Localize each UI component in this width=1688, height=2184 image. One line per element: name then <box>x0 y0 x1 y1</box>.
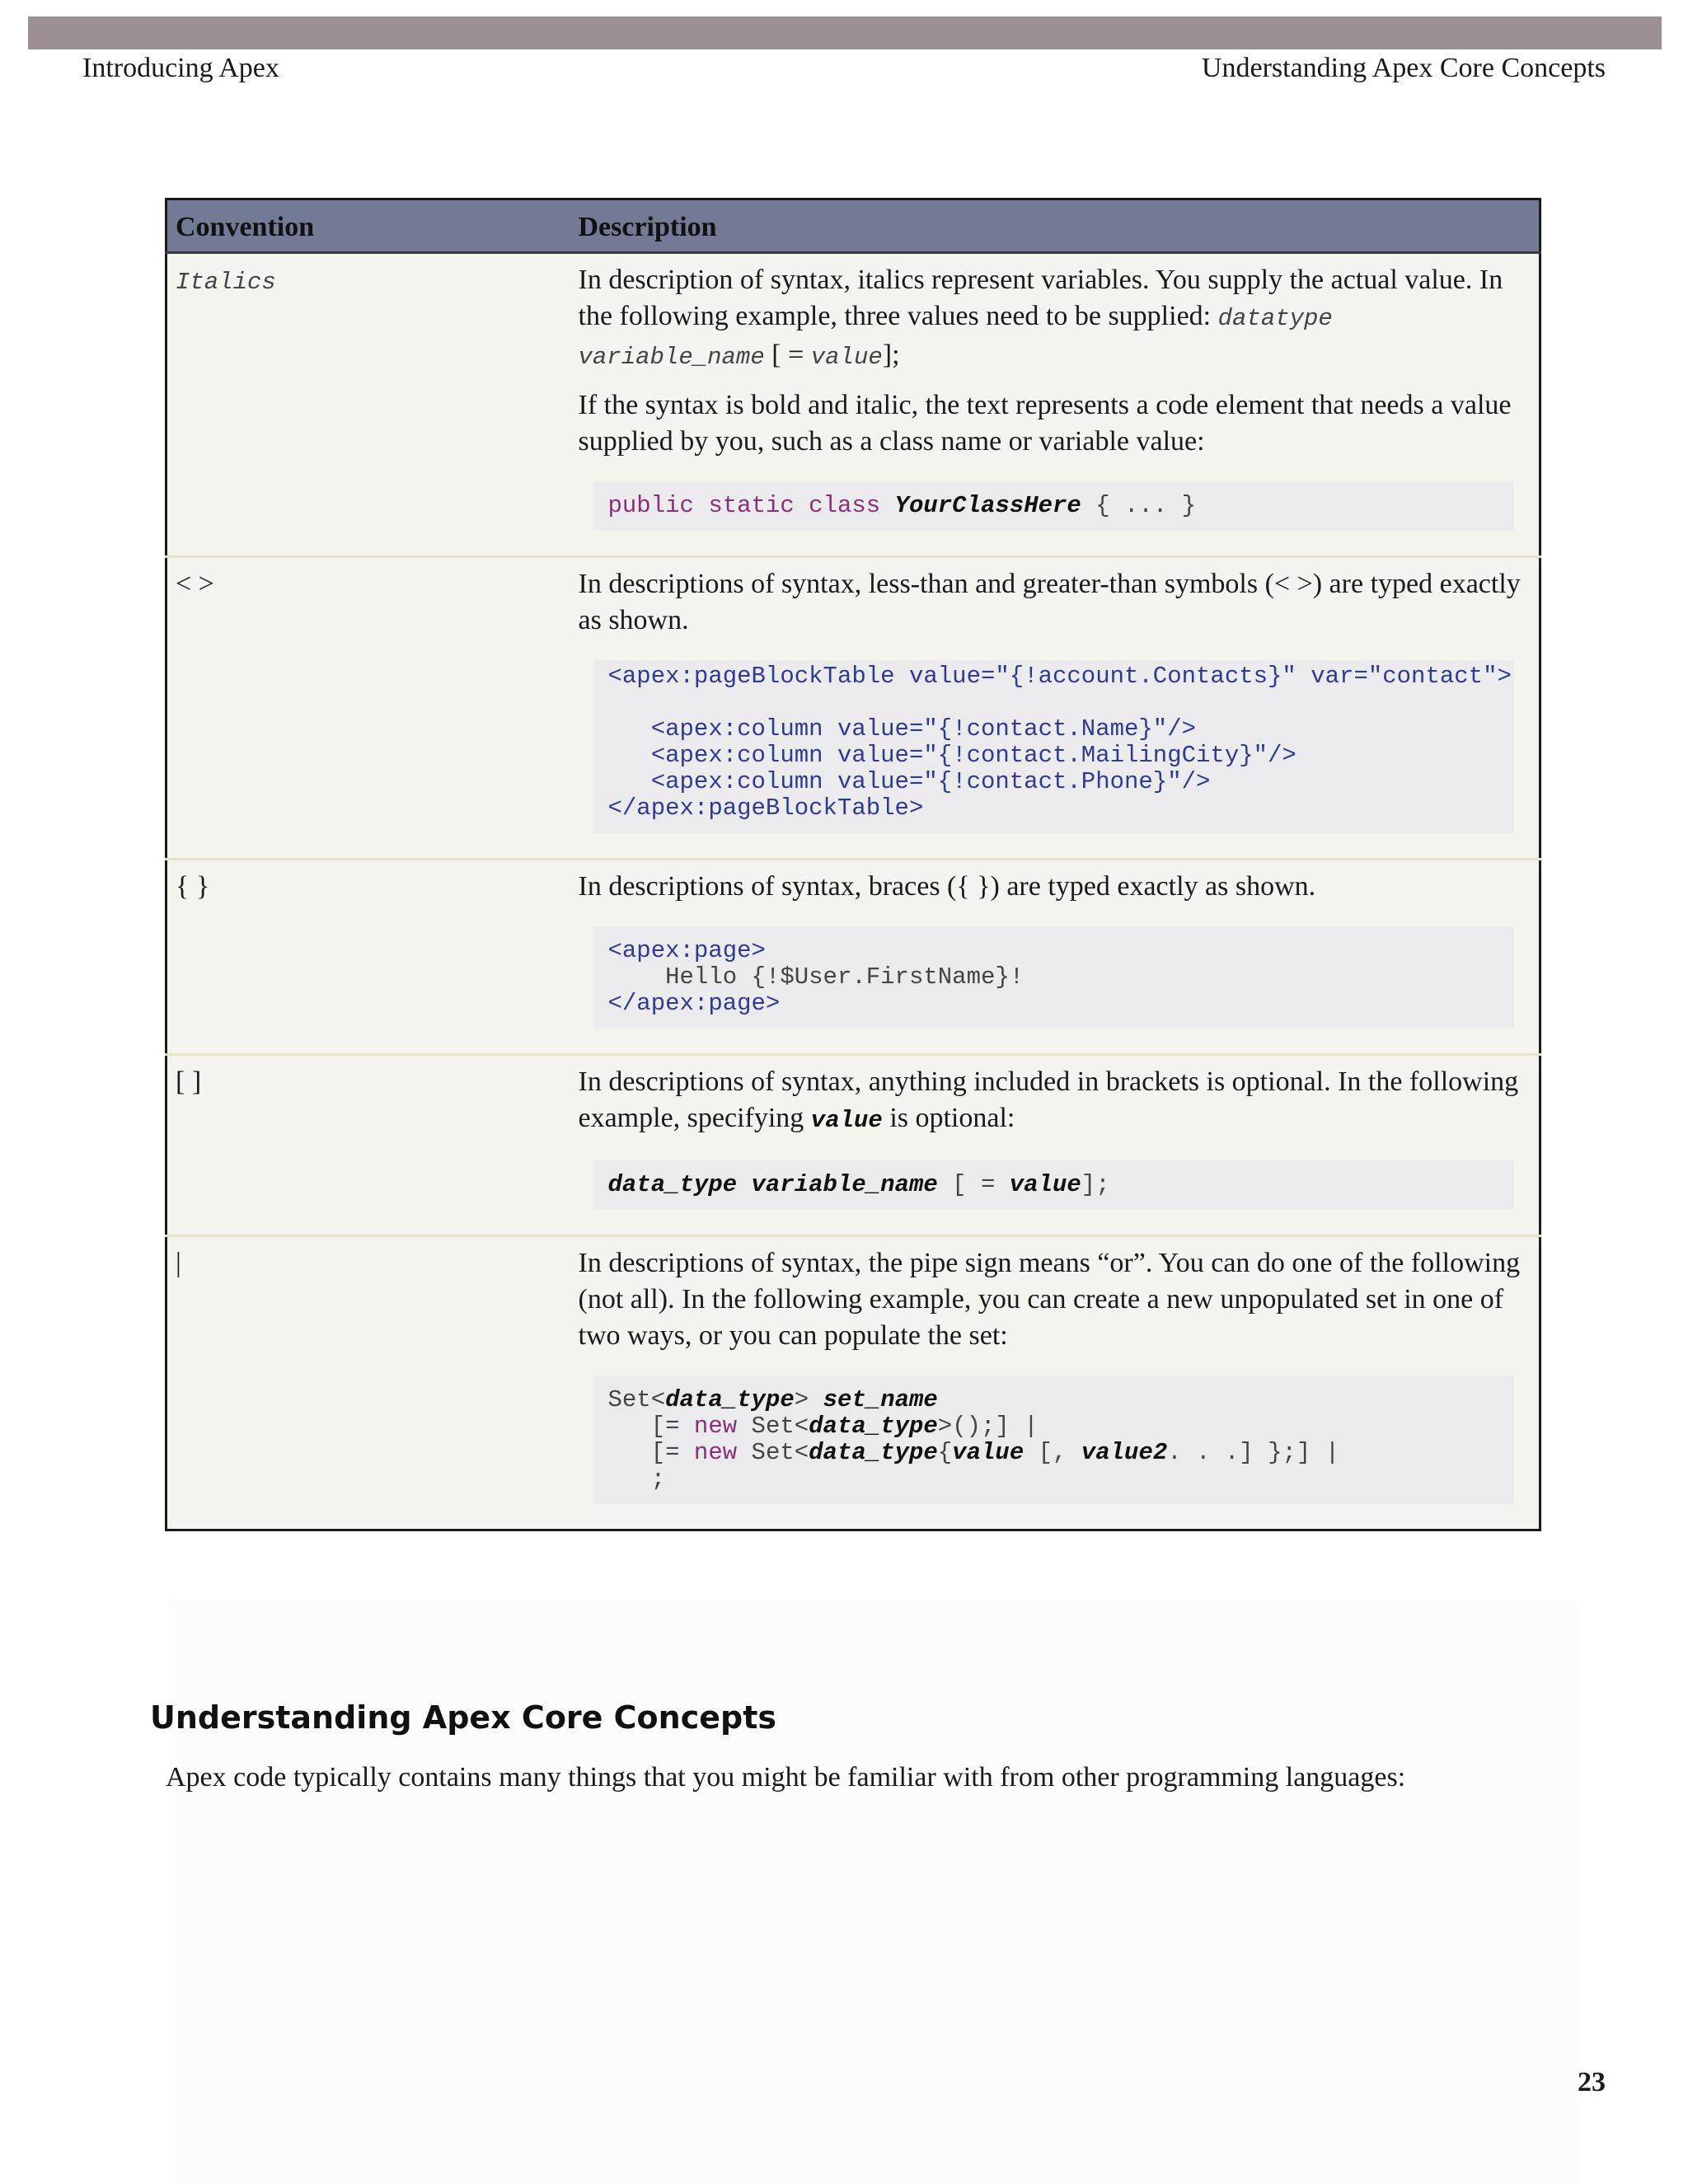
description-cell <box>570 557 1540 860</box>
description-text: In descriptions of syntax, less-than and greater-than symbols (< >) are typed exactly as shown. <box>578 569 1521 635</box>
code-sample: <apex:page> Hello {!$User.FirstName}! </apex:page> <box>593 926 1515 1029</box>
table-row <box>166 557 1540 860</box>
table-row <box>166 1055 1540 1236</box>
code-sample: Set<data_type> set_name [= new Set<data_type>();] | [= new Set<data_type{value [, value2. . .] };] | ; <box>593 1376 1515 1504</box>
convention-cell <box>166 860 570 1055</box>
description-text: If the syntax is bold and italic, the text represents a code element that needs a value supplied by you, such as a class name or variable value: <box>578 390 1512 457</box>
description-cell <box>570 1236 1540 1530</box>
code-sample: <apex:pageBlockTable value="{!account.Contacts}" var="contact"> <apex:column value="{!contact.Name}"/> <apex:column value="{!contact.MailingCity}"/> <apex:column value="{!contact.Phone}"/> </apex:pageBlockTable> <box>593 660 1515 833</box>
description-text: In descriptions of syntax, the pipe sign means “or”. You can do one of the following (not all). In the following example, you can create a new unpopulated set in one of two ways, or you can populate the set: <box>578 1248 1521 1351</box>
convention-label: < > <box>176 569 214 599</box>
convention-label: [ ] <box>176 1066 202 1097</box>
description-text: In descriptions of syntax, anything included in brackets is optional. In the following example, specifying value is optional: <box>578 1066 1519 1134</box>
table-row <box>166 860 1540 1055</box>
section-heading: Understanding Apex Core Concepts <box>150 1699 776 1736</box>
description-text: In descriptions of syntax, braces ({ }) are typed exactly as shown. <box>578 871 1316 902</box>
convention-cell <box>166 253 570 557</box>
convention-cell <box>166 1236 570 1530</box>
convention-label: | <box>176 1248 181 1278</box>
running-header-right: Understanding Apex Core Concepts <box>1201 53 1606 83</box>
code-sample: public static class YourClassHere { ... } <box>593 481 1515 531</box>
column-header-description: Description <box>570 199 1540 253</box>
conventions-table <box>165 198 1541 1531</box>
description-cell <box>570 253 1540 557</box>
description-text: In description of syntax, italics represent variables. You supply the actual value. In the following example, three values need to be supplied: datatype variable_name [ = value]; <box>578 265 1503 371</box>
convention-label: { } <box>176 871 210 902</box>
convention-cell <box>166 1055 570 1236</box>
page-number: 23 <box>1578 2067 1606 2097</box>
convention-cell <box>166 557 570 860</box>
background-panel <box>169 1599 1582 2184</box>
section-intro: Apex code typically contains many things that you might be familiar with from other programming languages: <box>166 1762 1406 1793</box>
header-bar <box>28 16 1662 49</box>
table-row <box>166 1236 1540 1530</box>
column-header-convention: Convention <box>166 199 570 253</box>
table-row <box>166 253 1540 557</box>
code-sample: data_type variable_name [ = value]; <box>593 1160 1515 1210</box>
convention-label: Italics <box>176 269 276 296</box>
description-cell <box>570 860 1540 1055</box>
running-header-left: Introducing Apex <box>82 53 279 83</box>
description-cell <box>570 1055 1540 1236</box>
table-header-row <box>166 199 1540 253</box>
